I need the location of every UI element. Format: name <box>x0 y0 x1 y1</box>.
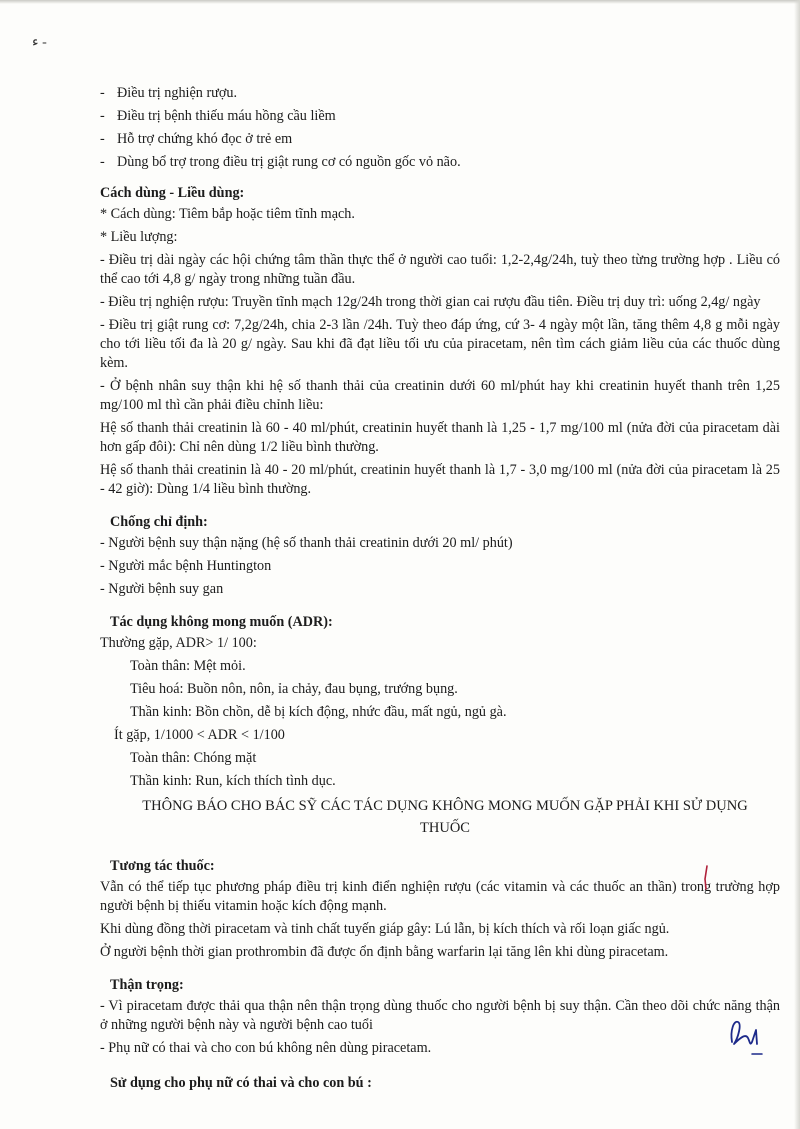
dosage-paragraph: Hệ số thanh thải creatinin là 40 - 20 ml/phút, creatinin huyết thanh là 1,7 - 3,0 mg/100 ml (nửa đời của piracetam là 25 - 42 giờ): Dùng 1/4 liều bình thường. <box>100 462 780 497</box>
interactions-paragraph: Vẫn có thể tiếp tục phương pháp điều trị kinh điển nghiện rượu (các vitamin và các thuốc an thần) trong trường hợp người bệnh bị thiếu vitamin hoặc kích động mạnh. <box>100 879 780 914</box>
pregnancy-heading: Sử dụng cho phụ nữ có thai và cho con bú : <box>110 1075 372 1091</box>
list-item: - Điều trị nghiện rượu. <box>100 84 780 103</box>
scan-edge-top <box>0 0 800 4</box>
dosage-paragraph: - Ở bệnh nhân suy thận khi hệ số thanh thải của creatinin dưới 60 ml/phút hay khi creatinin huyết thanh trên 1,25 mg/100 ml thì cần phải điều chỉnh liều: <box>100 378 780 413</box>
contraindication-item: - Người mắc bệnh Huntington <box>100 558 272 574</box>
caution-paragraph: - Vì piracetam được thải qua thận nên thận trọng dùng thuốc cho người bệnh bị suy thận. Cần theo dõi chức năng thận ở những người bệnh này và người bệnh cao tuổi <box>100 998 780 1033</box>
caution-paragraph: - Phụ nữ có thai và cho con bú không nên dùng piracetam. <box>100 1040 432 1056</box>
interactions-paragraph: Khi dùng đồng thời piracetam và tinh chất tuyến giáp gây: Lú lẫn, bị kích thích và rối loạn giấc ngủ. <box>100 921 670 937</box>
contraindications-heading: Chống chỉ định: <box>110 514 208 530</box>
adr-common-item: Thần kinh: Bồn chồn, dễ bị kích động, nhức đầu, mất ngủ, ngủ gà. <box>130 704 507 720</box>
list-item: - Điều trị bệnh thiếu máu hồng cầu liềm <box>100 107 780 126</box>
list-item: - Hỗ trợ chứng khó đọc ở trẻ em <box>100 130 780 149</box>
interactions-heading: Tương tác thuốc: <box>110 858 215 874</box>
dosage-paragraph: - Điều trị giật rung cơ: 7,2g/24h, chia 2-3 lần /24h. Tuỳ theo đáp ứng, cứ 3- 4 ngày một lần, tăng thêm 4,8 g mỗi ngày cho tới liều tối đa là 20 g/ ngày. Sau khi đã đạt liều tối ưu của piracetam, nên tìm cách giảm liều của các thuốc dùng kèm. <box>100 317 780 371</box>
adr-heading: Tác dụng không mong muốn (ADR): <box>110 614 333 630</box>
adr-common-item: Tiêu hoá: Buồn nôn, nôn, ỉa chảy, đau bụng, trướng bụng. <box>130 681 458 697</box>
dosage-paragraph: - Điều trị nghiện rượu: Truyền tĩnh mạch 12g/24h trong thời gian cai rượu đầu tiên. Điều trị duy trì: uống 2,4g/ ngày <box>100 294 761 310</box>
list-item: - Dùng bổ trợ trong điều trị giật rung cơ có nguồn gốc vỏ não. <box>100 153 780 172</box>
dosage-paragraph: - Điều trị dài ngày các hội chứng tâm thần thực thể ở người cao tuổi: 1,2-2,4g/24h, tuỳ theo từng trường hợp . Liều có thể cao tới 4,8 g/ ngày trong những tuần đầu. <box>100 252 780 287</box>
contraindication-item: - Người bệnh suy gan <box>100 581 224 597</box>
adr-common-item: Toàn thân: Mệt mỏi. <box>130 658 246 674</box>
dosage-label: * Liều lượng: <box>100 229 178 245</box>
adr-notice: THÔNG BÁO CHO BÁC SỸ CÁC TÁC DỤNG KHÔNG MONG MUỐN GẶP PHẢI KHI SỬ DỤNG THUỐC <box>142 798 748 836</box>
caution-heading: Thận trọng: <box>110 977 184 993</box>
interactions-paragraph: Ở người bệnh thời gian prothrombin đã được ổn định bằng warfarin lại tăng lên khi dùng piracetam. <box>100 944 669 960</box>
scan-edge-right <box>794 0 800 1129</box>
scan-mark: ء - <box>32 35 47 50</box>
adr-rare-item: Thần kinh: Run, kích thích tình dục. <box>130 773 336 789</box>
contraindication-item: - Người bệnh suy thận nặng (hệ số thanh thải creatinin dưới 20 ml/ phút) <box>100 535 513 551</box>
adr-rare-item: Toàn thân: Chóng mặt <box>130 750 257 766</box>
dosage-heading: Cách dùng - Liều dùng: <box>100 185 245 201</box>
dosage-paragraph: Hệ số thanh thải creatinin là 60 - 40 ml/phút, creatinin huyết thanh là 1,25 - 1,7 mg/100 ml (nửa đời của piracetam dài hơn gấp đôi): Chỉ nên dùng 1/2 liều bình thường. <box>100 420 780 455</box>
document-body <box>100 84 780 1095</box>
adr-common-label: Thường gặp, ADR> 1/ 100: <box>100 635 257 651</box>
indications-list <box>100 84 780 172</box>
pen-mark <box>700 865 712 891</box>
dosage-route: * Cách dùng: Tiêm bắp hoặc tiêm tĩnh mạch. <box>100 206 355 222</box>
adr-rare-label: Ít gặp, 1/1000 < ADR < 1/100 <box>114 727 285 743</box>
initials-signature <box>724 1012 768 1058</box>
